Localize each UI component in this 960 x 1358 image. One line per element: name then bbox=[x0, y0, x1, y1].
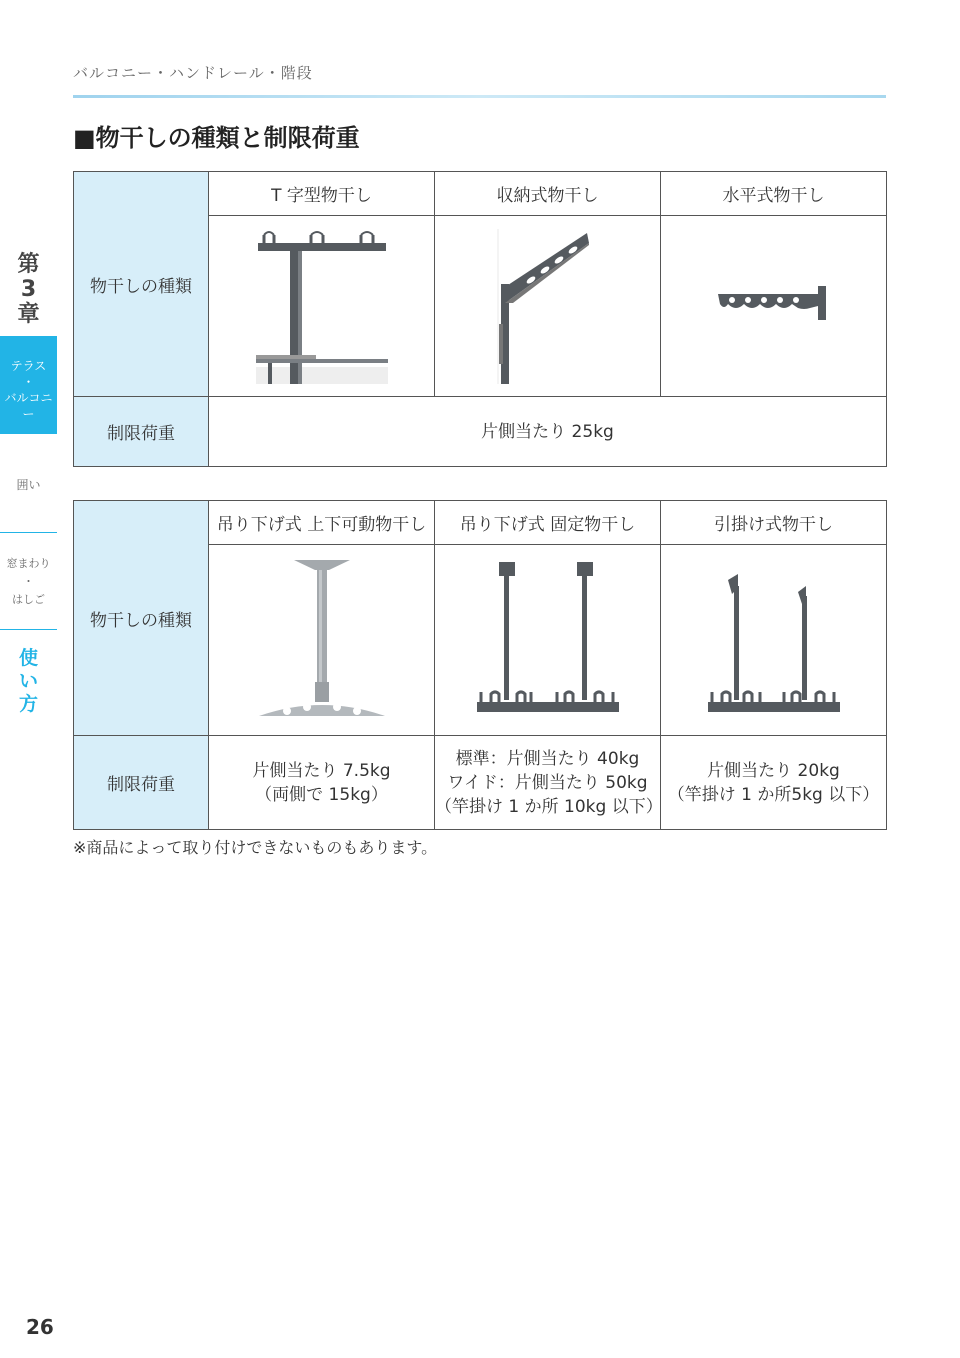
load-limit-line: 片側当たり 7.5kg bbox=[252, 760, 391, 781]
load-limit-line: （竿掛け 1 か所5kg 以下） bbox=[667, 784, 880, 805]
t-shaped-clothes-pole-icon bbox=[252, 229, 392, 384]
product-image-cell bbox=[435, 545, 661, 736]
product-image-cell bbox=[435, 216, 661, 397]
sidebar-tab-label: い bbox=[18, 670, 38, 692]
load-limit-line: 片側当たり 20kg bbox=[707, 760, 840, 781]
sidebar-tab-enclosure[interactable]: 囲い bbox=[16, 478, 41, 492]
product-image-cell bbox=[661, 545, 887, 736]
sidebar-tab-label: 方 bbox=[18, 693, 38, 715]
product-name: 引掛け式物干し bbox=[661, 501, 887, 545]
sidebar-divider bbox=[0, 532, 57, 533]
load-limit-line: （竿掛け 1 か所 10kg 以下） bbox=[435, 796, 663, 817]
product-name: 水平式物干し bbox=[661, 172, 887, 216]
footnote: ※商品によって取り付けできないものもあります。 bbox=[73, 838, 438, 857]
sidebar-tab-label: バルコニー bbox=[4, 391, 53, 421]
sidebar-tab-label: はしご bbox=[12, 593, 45, 606]
load-limit-line: ワイド：片側当たり 50kg bbox=[447, 772, 648, 793]
clothes-pole-table-2 bbox=[73, 500, 887, 830]
load-limit-line: （両側で 15kg） bbox=[255, 784, 388, 805]
product-image-cell bbox=[209, 216, 435, 397]
product-image-cell bbox=[661, 216, 887, 397]
load-limit-value bbox=[435, 736, 661, 830]
clothes-pole-table-1 bbox=[73, 171, 887, 467]
sidebar-tab-label: 窓まわり bbox=[6, 557, 51, 570]
product-name: 吊り下げ式 上下可動物干し bbox=[209, 501, 435, 545]
hook-type-clothes-pole-icon bbox=[704, 558, 844, 723]
page-number: 26 bbox=[26, 1315, 54, 1339]
chapter-label-line: 第 bbox=[17, 252, 40, 277]
sidebar-tab-window-ladder[interactable] bbox=[0, 555, 57, 609]
row-header-load: 制限荷重 bbox=[74, 397, 209, 467]
sidebar-tab-terrace-balcony[interactable] bbox=[0, 336, 57, 434]
sidebar-tab-label: 使 bbox=[18, 647, 38, 669]
sidebar-divider bbox=[0, 629, 57, 630]
chapter-label bbox=[0, 252, 57, 327]
breadcrumb: バルコニー・ハンドレール・階段 bbox=[73, 64, 313, 82]
product-image-cell bbox=[209, 545, 435, 736]
product-name: 吊り下げ式 固定物干し bbox=[435, 501, 661, 545]
folding-clothes-arm-icon bbox=[493, 229, 603, 384]
chapter-number: 3 bbox=[20, 277, 37, 302]
row-header-load: 制限荷重 bbox=[74, 736, 209, 830]
product-name: 収納式物干し bbox=[435, 172, 661, 216]
horizontal-clothes-hanger-icon bbox=[714, 276, 834, 336]
row-header-type: 物干しの種類 bbox=[74, 172, 209, 397]
sidebar-tab-label: ・ bbox=[23, 575, 34, 588]
load-limit-value bbox=[209, 736, 435, 830]
product-name: T 字型物干し bbox=[209, 172, 435, 216]
adjustable-hanging-pole-icon bbox=[257, 558, 387, 723]
header-rule bbox=[73, 95, 886, 98]
sidebar-tab-usage[interactable] bbox=[0, 647, 57, 716]
row-header-type: 物干しの種類 bbox=[74, 501, 209, 736]
load-limit-value bbox=[661, 736, 887, 830]
fixed-hanging-pole-icon bbox=[473, 558, 623, 723]
sidebar-tab-label: ・ bbox=[22, 375, 35, 389]
section-title: ■物干しの種類と制限荷重 bbox=[73, 124, 360, 152]
chapter-label-line: 章 bbox=[17, 302, 40, 327]
load-limit-line: 標準：片側当たり 40kg bbox=[455, 748, 640, 769]
sidebar-tab-label: テラス bbox=[10, 359, 47, 373]
load-limit-value: 片側当たり 25kg bbox=[209, 397, 887, 467]
